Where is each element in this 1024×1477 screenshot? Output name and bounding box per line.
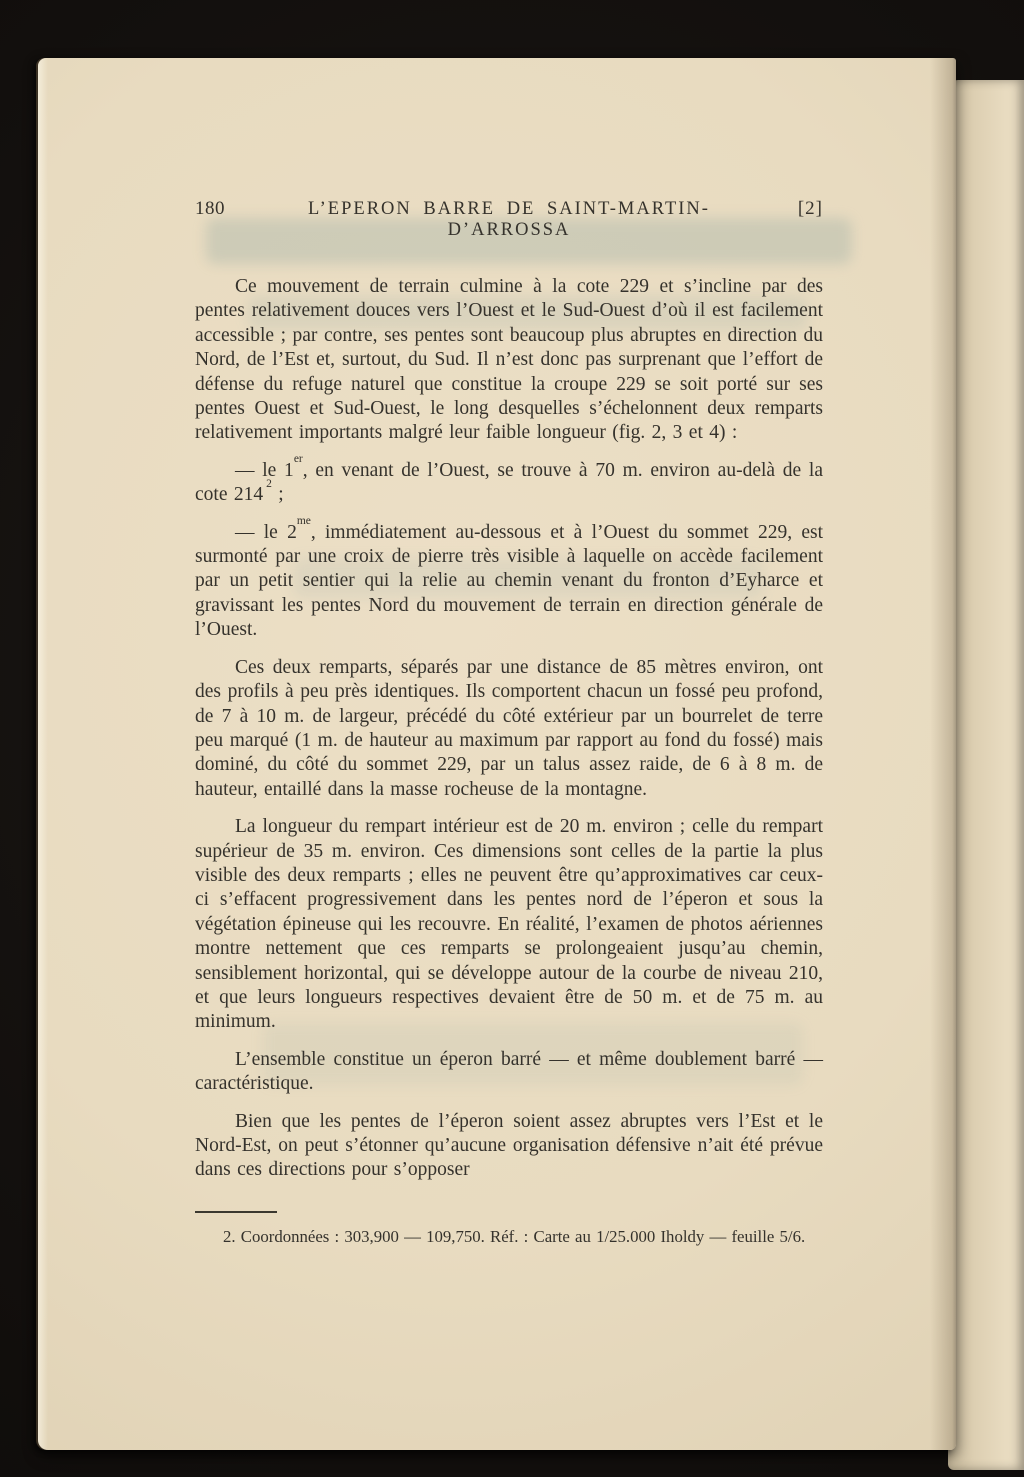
footnote-text: 2. Coordonnées : 303,900 — 109,750. Réf. : Carte au 1/25.000 Iholdy — feuille 5/6. [223,1226,806,1246]
paragraph-ramparts-profile: Ces deux remparts, séparés par une distance de 85 mètres environ, ont des profils à peu près identiques. Ils comportent chacun un fossé peu profond, de 7 à 10 m. de largeur, précédé du côté extérieur par un bourrelet de terre peu marqué (1 m. de hauteur au maximum par rapport au fond du fossé) mais dominé, du côté du sommet 229, par un talus assez raide, de 6 à 8 m. de hauteur, entaillé dans la masse rocheuse de la montagne. [195,656,823,800]
list-item-text: , immédiatement au-dessous et à l’Ouest du sommet 229, est surmonté par une croix de pierre très visible à laquelle on accède facilement par un petit sentier qui la relie au chemin venant du fronton d’Eyharce et gravissant les pentes Nord du mouvement de terrain en direction générale de l’Ouest. [195,521,824,641]
list-item-text: — le 2 [235,521,297,543]
paragraph-defense-east: Bien que les pentes de l’éperon soient assez abruptes vers l’Est et le Nord-Est, on peut s’étonner qu’aucune organisation défensive n’ait été prévue dans ces directions pour s’opposer [195,1110,823,1181]
footnote-rule [195,1211,277,1213]
running-title: L’EPERON BARRE DE SAINT-MARTIN-D’ARROSSA [308,199,710,240]
footnote [195,1211,823,1248]
page-number: 180 [195,198,225,219]
list-item-text: — le 1 [235,459,294,481]
list-item-text: ; [271,484,284,506]
book-page [38,58,956,1450]
footnote-reference-mark: 2 [266,477,272,490]
list-item-rampart-1 [195,453,823,508]
text-block [195,198,823,1248]
column-reference: [2] [797,198,823,219]
superscript-ordinal: me [296,515,311,528]
list-item-text: , en venant de l’Ouest, se trouve à 70 m. environ au-delà de la cote 214 [195,459,823,506]
adjacent-page-edge [948,80,1024,1470]
paragraph-rampart-lengths: La longueur du rempart intérieur est de 20 m. environ ; celle du rempart supérieur de 35 m. environ. Ces dimensions sont celles de la partie la plus visible des deux remparts ; elles ne peuvent être qu’approximatives car ceux-ci s’effacent progressivement dans les pentes nord de l’éperon et sous la végétation épineuse qui les recouvre. En réalité, l’examen de photos aériennes montre nettement que ces remparts se prolongeaient jusqu’au chemin, sensiblement horizontal, qui se développe autour de la courbe de niveau 210, et que leurs longueurs respectives devaient être de 50 m. et de 75 m. au minimum. [195,816,823,1033]
superscript-ordinal: er [293,453,303,466]
list-item-rampart-2 [195,515,824,643]
running-head [195,198,823,241]
paragraph-terrain: Ce mouvement de terrain culmine à la cote 229 et s’incline par des pentes relativement douces vers l’Ouest et le Sud-Ouest d’où il est facilement accessible ; par contre, ses pentes sont beaucoup plus abruptes en direction du Nord, de l’Est et, surtout, du Sud. Il n’est donc pas surprenant que l’effort de défense du refuge naturel que constitue la croupe 229 se soit porté sur ses pentes Ouest et Sud-Ouest, le long desquelles s’échelonnent deux remparts relativement importants malgré leur faible longueur (fig. 2, 3 et 4) : [195,276,823,444]
paragraph-eperon-barre: L’ensemble constitue un éperon barré — et même doublement barré — caractéristique. [195,1048,823,1095]
